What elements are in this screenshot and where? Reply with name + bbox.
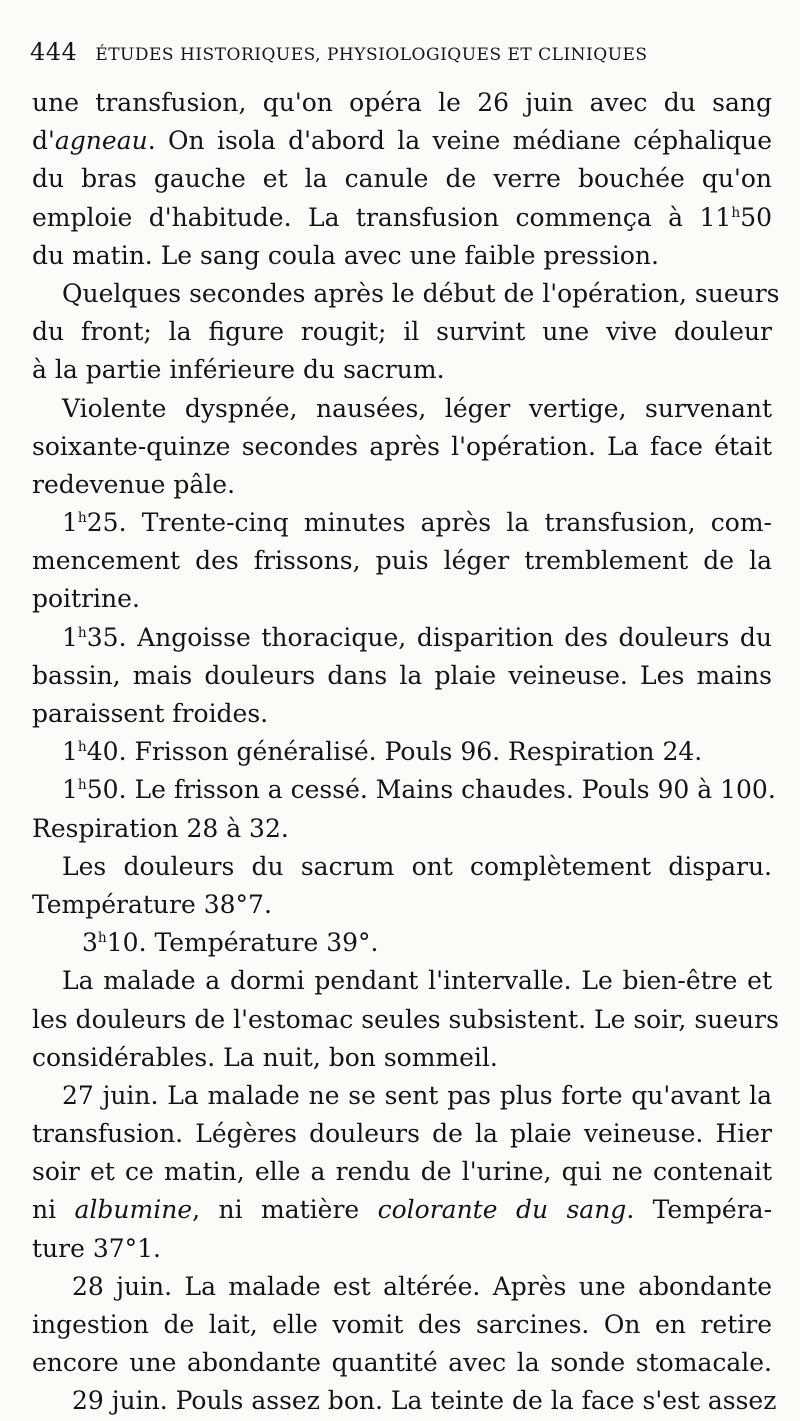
text-line: 28 juin. La malade est altérée. Après une abondante — [72, 1271, 772, 1301]
text-line: paraissent froides. — [32, 699, 269, 728]
text-line: considérables. La nuit, bon sommeil. — [32, 1042, 498, 1072]
text-line: Les douleurs du sacrum ont complètement disparu. — [62, 851, 772, 881]
text-line: Température 38°7. — [32, 889, 272, 919]
text-line: poitrine. — [32, 584, 140, 614]
page-number: 444 — [30, 38, 78, 66]
text-line: les douleurs de l'estomac seules subsistent. Le soir, sueurs — [32, 1004, 779, 1034]
text-line: ingestion de lait, elle vomit des sarcines. On en retire — [32, 1310, 772, 1339]
running-title: ÉTUDES HISTORIQUES, PHYSIOLOGIQUES ET CLINIQUES — [95, 45, 648, 65]
text-line: La malade a dormi pendant l'intervalle. Le bien-être et — [62, 966, 772, 996]
text-line: 1$^h$50. Le frisson a cessé. Mains chaudes. Pouls 90 à 100. — [62, 775, 776, 805]
text-line: 27 juin. La malade ne se sent pas plus forte qu'avant la — [62, 1080, 772, 1110]
running-header — [30, 38, 770, 66]
text-line: bassin, mais douleurs dans la plaie veineuse. Les mains — [32, 660, 772, 690]
text-line: du bras gauche et la canule de verre bouchée qu'on — [32, 164, 772, 194]
text-line: redevenue pâle. — [32, 469, 236, 499]
text-line: encore une abondante quantité avec la sonde stomacale. — [32, 1348, 772, 1378]
text-line: 3$^h$10. Température 39°. — [82, 928, 379, 958]
text-line: 1$^h$25. Trente-cinq minutes après la transfusion, com- — [62, 508, 772, 538]
text-line: du front; la figure rougit; il survint une vive douleur — [32, 317, 772, 347]
text-line: soir et ce matin, elle a rendu de l'urine, qui ne contenait — [32, 1157, 772, 1187]
text-line: 1$^h$35. Angoisse thoracique, disparition des douleurs du — [62, 622, 772, 652]
text-line: Violente dyspnée, nausées, léger vertige, survenant — [62, 393, 772, 423]
text-line: mencement des frissons, puis léger tremblement de la — [32, 546, 772, 576]
text-line: transfusion. Légères douleurs de la plaie veineuse. Hier — [32, 1119, 772, 1149]
text-line: à la partie inférieure du sacrum. — [32, 355, 445, 385]
text-line: 29 juin. Pouls assez bon. La teinte de la face s'est assez — [72, 1386, 777, 1416]
text-line: du matin. Le sang coula avec une faible pression. — [32, 240, 659, 270]
text-line: 1$^h$40. Frisson généralisé. Pouls 96. Respiration 24. — [62, 737, 703, 767]
text-line: d'agneau. On isola d'abord la veine médiane céphalique — [32, 126, 772, 156]
body-text — [32, 84, 780, 1421]
text-line: ture 37°1. — [32, 1233, 162, 1263]
text-line: ni albumine, ni matière colorante du sang. Tempéra- — [32, 1195, 773, 1225]
text-line: soixante-quinze secondes après l'opération. La face était — [32, 431, 772, 461]
text-line: emploie d'habitude. La transfusion commença à 11$^h$50 — [32, 202, 772, 232]
text-line: une transfusion, qu'on opéra le 26 juin avec du sang — [32, 88, 772, 117]
text-line: Quelques secondes après le début de l'opération, sueurs — [62, 278, 780, 308]
text-line: Respiration 28 à 32. — [32, 813, 289, 843]
